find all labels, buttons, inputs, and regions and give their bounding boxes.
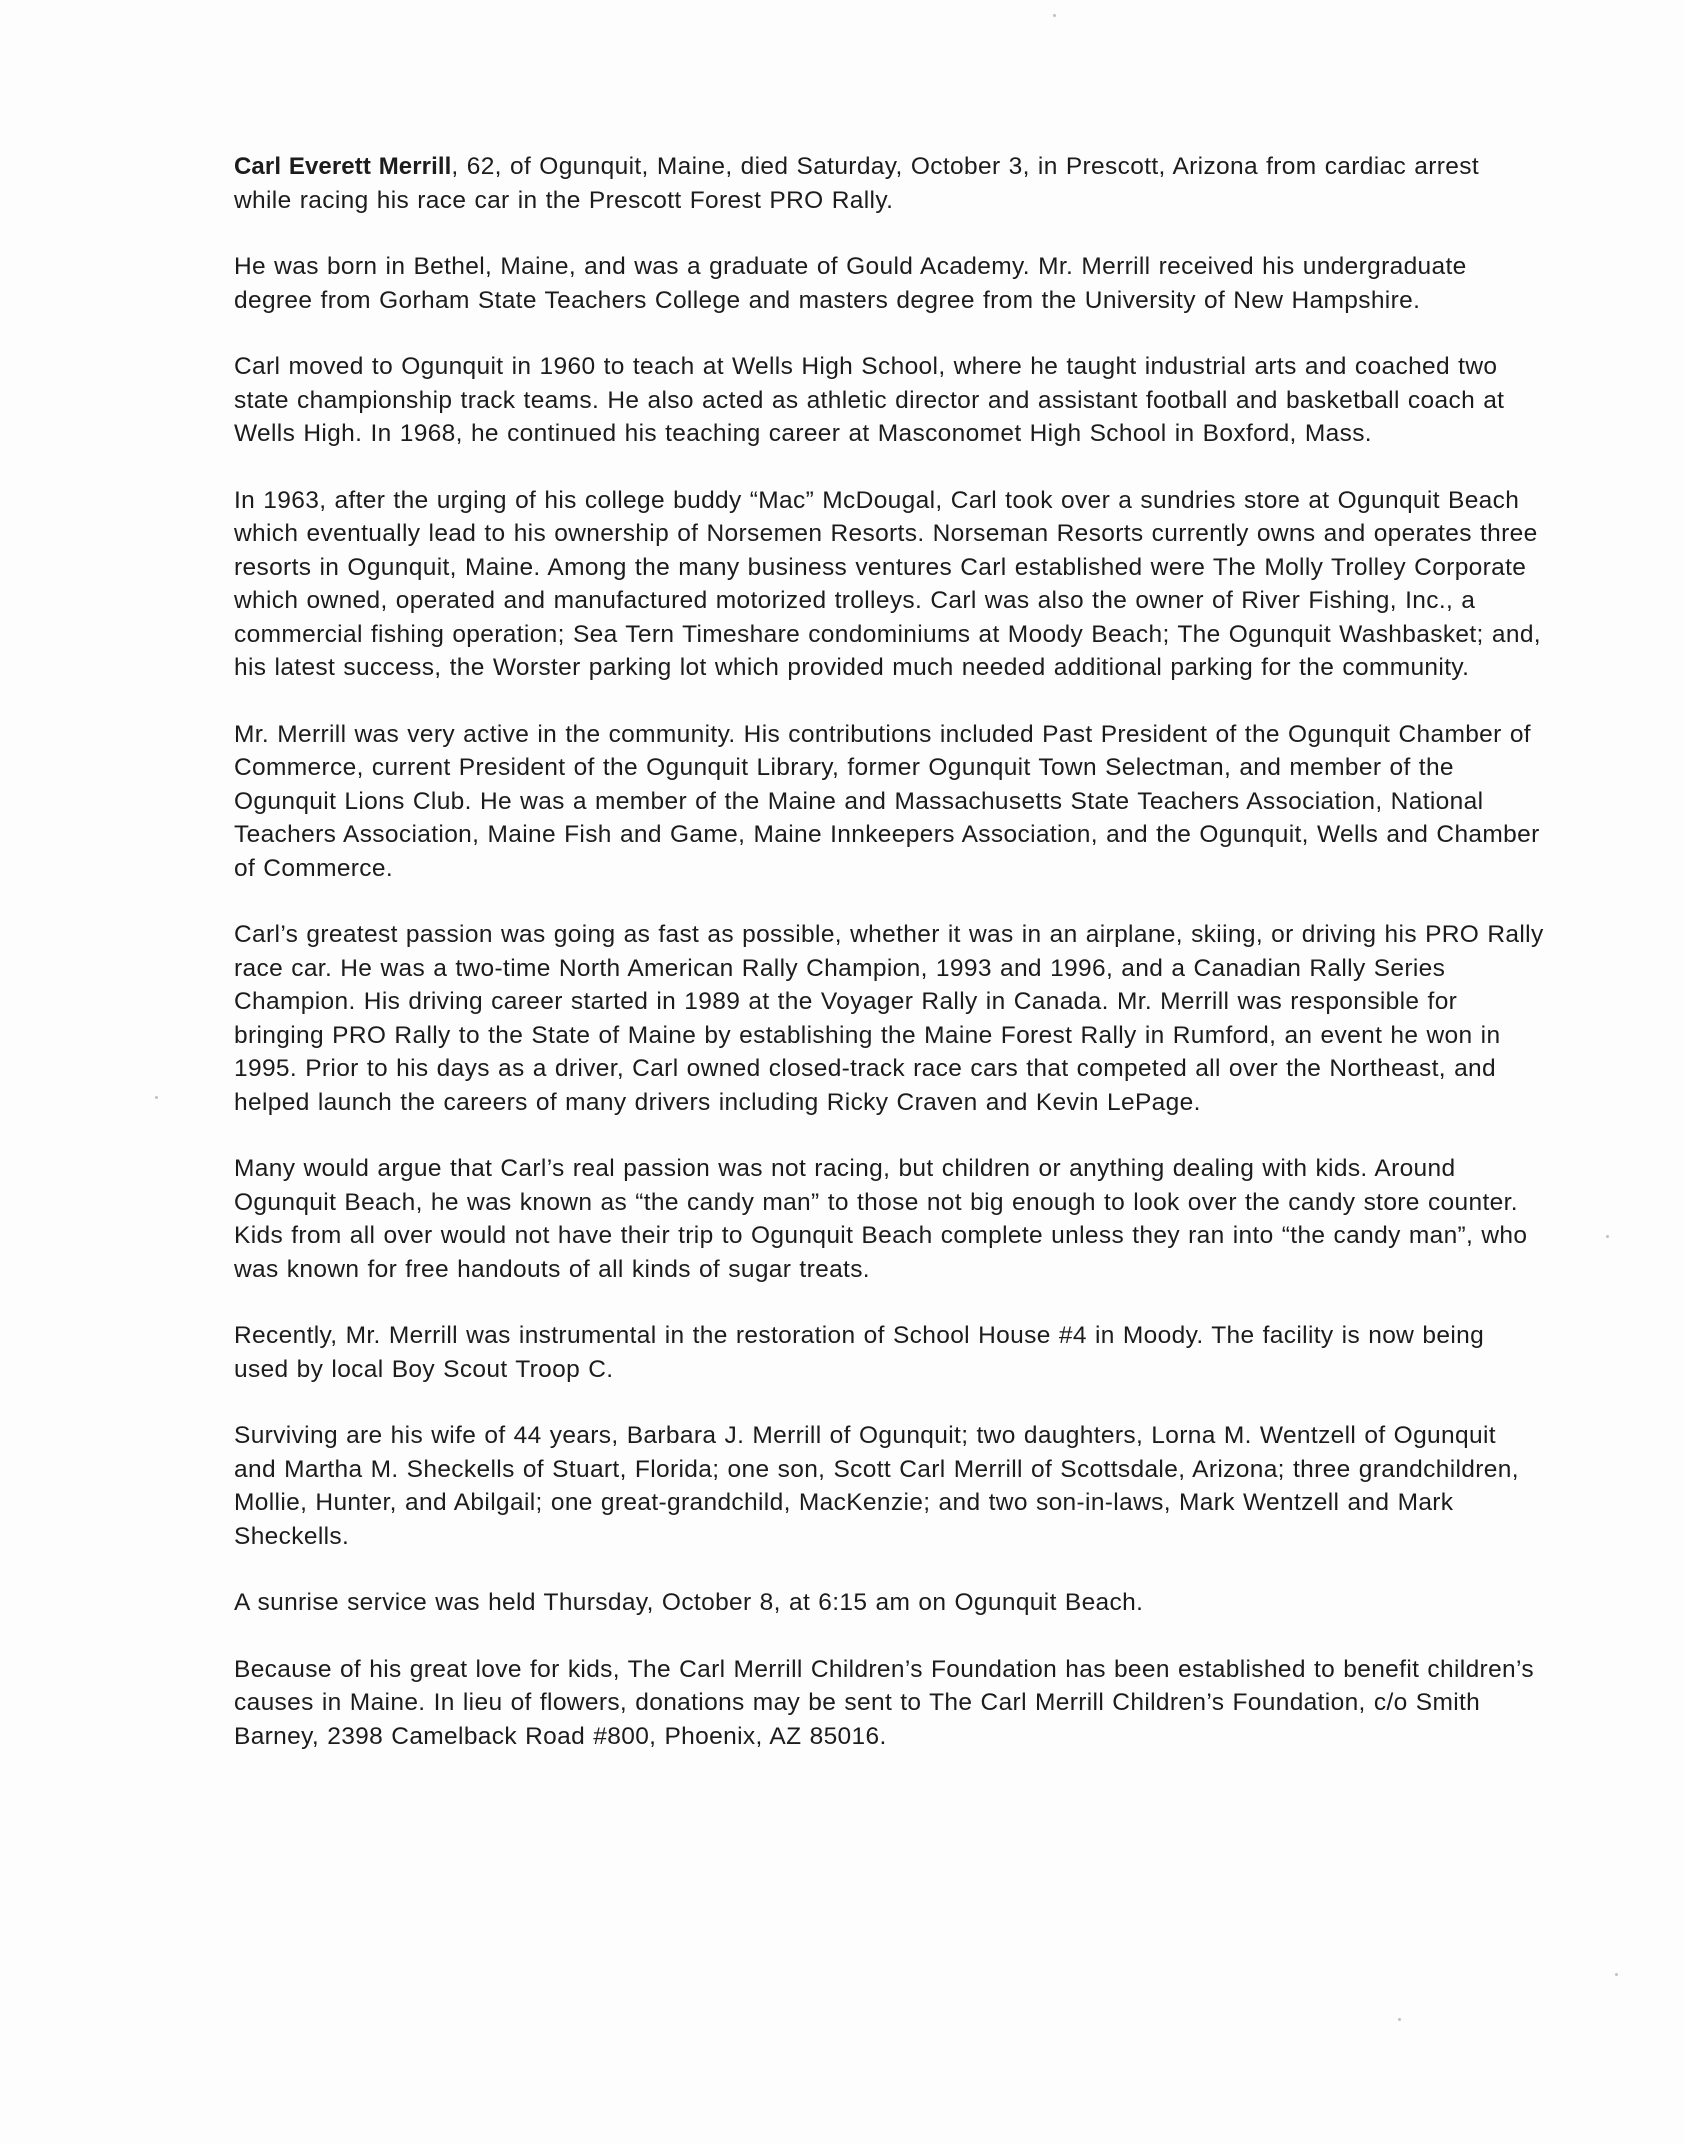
paragraph-text: , 62, of Ogunquit, Maine, died Saturday, October 3, in Prescott, Arizona from cardiac arrest while racing his race car in the Prescott Forest PRO Rally. (234, 153, 1480, 214)
scan-speck (1606, 1235, 1609, 1238)
paragraph-business-ventures: In 1963, after the urging of his college buddy “Mac” McDougal, Carl took over a sundries store at Ogunquit Beach which eventually lead to his ownership of Norsemen Resorts. Norseman Resorts currently owns and operates three resorts in Ogunquit, Maine. Among the many business ventures Carl established were The Molly Trolley Corporate which owned, operated and manufactured motorized trolleys. Carl was also the owner of River Fishing, Inc., a commercial fishing operation; Sea Tern Timeshare condominiums at Moody Beach; The Ogunquit Washbasket; and, his latest success, the Worster parking lot which provided much needed additional parking for the community. (234, 486, 1541, 681)
paragraph-education: He was born in Bethel, Maine, and was a graduate of Gould Academy. Mr. Merrill received his undergraduate degree from Gorham State Teachers College and masters degree from the University of New Hampshire. (234, 253, 1467, 314)
paragraph-racing-passion: Carl’s greatest passion was going as fast as possible, whether it was in an airplane, skiing, or driving his PRO Rally race car. He was a two-time North American Rally Champion, 1993 and 1996, and a Canadian Rally Series Champion. His driving career started in 1989 at the Voyager Rally in Canada. Mr. Merrill was responsible for bringing PRO Rally to the State of Maine by establishing the Maine Forest Rally in Rumford, an event he won in 1995. Prior to his days as a driver, Carl owned closed-track race cars that competed all over the Northeast, and helped launch the careers of many drivers including Ricky Craven and Kevin LePage. (234, 921, 1544, 1116)
deceased-name: Carl Everett Merrill (234, 153, 452, 180)
paragraph-candy-man: Many would argue that Carl’s real passion was not racing, but children or anything dealing with kids. Around Ogunquit Beach, he was known as “the candy man” to those not big enough to look over the candy store counter. Kids from all over would not have their trip to Ogunquit Beach complete unless they ran into “the candy man”, who was known for free handouts of all kinds of sugar treats. (234, 1155, 1528, 1283)
scan-speck (1053, 14, 1056, 17)
paragraph-community-service: Mr. Merrill was very active in the community. His contributions included Past President of the Ogunquit Chamber of Commerce, current President of the Ogunquit Library, former Ogunquit Town Selectman, and member of the Ogunquit Lions Club. He was a member of the Maine and Massachusetts State Teachers Association, National Teachers Association, Maine Fish and Game, Maine Innkeepers Association, and the Ogunquit, Wells and Chamber of Commerce. (234, 720, 1540, 882)
paragraph-death-notice (234, 150, 1544, 217)
obituary-text (234, 150, 1544, 1786)
paragraph-school-house: Recently, Mr. Merrill was instrumental in the restoration of School House #4 in Moody. The facility is now being used by local Boy Scout Troop C. (234, 1322, 1485, 1383)
paragraph-service: A sunrise service was held Thursday, October 8, at 6:15 am on Ogunquit Beach. (234, 1589, 1144, 1616)
paragraph-teaching-career: Carl moved to Ogunquit in 1960 to teach at Wells High School, where he taught industrial arts and coached two state championship track teams. He also acted as athletic director and assistant football and basketball coach at Wells High. In 1968, he continued his teaching career at Masconomet High School in Boxford, Mass. (234, 353, 1505, 447)
scan-speck (1398, 2018, 1401, 2021)
scan-speck (1615, 1973, 1618, 1976)
paragraph-survivors: Surviving are his wife of 44 years, Barbara J. Merrill of Ogunquit; two daughters, Lorna M. Wentzell of Ogunquit and Martha M. Sheckells of Stuart, Florida; one son, Scott Carl Merrill of Scottsdale, Arizona; three grandchildren, Mollie, Hunter, and Abilgail; one great-grandchild, MacKenzie; and two son-in-laws, Mark Wentzell and Mark Sheckells. (234, 1422, 1519, 1550)
paragraph-foundation: Because of his great love for kids, The Carl Merrill Children’s Foundation has been established to benefit children’s causes in Maine. In lieu of flowers, donations may be sent to The Carl Merrill Children’s Foundation, c/o Smith Barney, 2398 Camelback Road #800, Phoenix, AZ 85016. (234, 1655, 1534, 1750)
scan-speck (155, 1096, 158, 1099)
